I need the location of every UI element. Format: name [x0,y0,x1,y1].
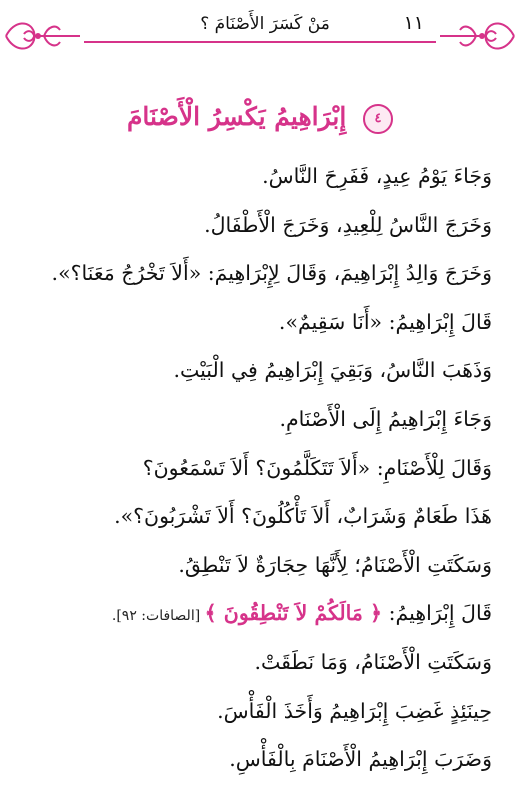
lesson-number-badge: ٤ [363,104,393,134]
quran-line-prefix: قَالَ إِبْرَاهِيمُ: [382,601,492,626]
story-text [22,152,492,784]
text-line: وَقَالَ لِلْأَصْنَامِ: «أَلاَ تَتَكَلَّمُونَ؟ أَلاَ تَسْمَعُونَ؟ [142,455,492,480]
verse-reference: [الصافات: ٩٢]. [111,608,205,625]
page-header [0,0,520,70]
page-number: ١١ [403,12,424,34]
header-divider [84,41,436,43]
quran-verse: ﴿ مَالَكُمْ لاَ تَنْطِقُونَ ﴾ [204,601,383,626]
text-line: وَخَرَجَ النَّاسُ لِلْعِيدِ، وَخَرَجَ الْأَطْفَالُ. [204,212,492,237]
text-line: وَسَكَتَتِ الْأَصْنَامُ؛ لِأَنَّهَا حِجَارَةٌ لاَ تَنْطِقُ. [178,552,492,577]
text-line: وَضَرَبَ إِبْرَاهِيمُ الْأَصْنَامَ بِالْفَأْسِ. [229,747,492,772]
ornament-right-icon [438,10,516,62]
text-line: وَجَاءَ إِبْرَاهِيمُ إِلَى الْأَصْنَامِ. [279,406,492,431]
quran-line [22,589,492,638]
lesson-heading [0,102,520,134]
text-line: وَسَكَتَتِ الْأَصْنَامُ، وَمَا نَطَقَتْ. [254,649,492,674]
text-line: وَخَرَجَ وَالِدُ إِبْرَاهِيمَ، وَقَالَ لِإِبْرَاهِيمَ: «أَلاَ تَخْرُجُ مَعَنَا؟». [51,261,492,286]
text-line: وَجَاءَ يَوْمُ عِيدٍ، فَفَرِحَ النَّاسُ. [262,164,492,188]
text-line: حِينَئِذٍ غَضِبَ إِبْرَاهِيمُ وَأَخَذَ الْفَأْسَ. [217,698,492,723]
text-line: قَالَ إِبْرَاهِيمُ: «أَنَا سَقِيمٌ». [278,309,492,334]
text-line: وَذَهَبَ النَّاسُ، وَبَقِيَ إِبْرَاهِيمُ فِي الْبَيْتِ. [173,358,492,383]
running-title: مَنْ كَسَرَ الأَصْنَامَ ؟ [200,14,330,34]
lesson-title: إِبْرَاهِيمُ يَكْسِرُ الْأَصْنَامَ [126,102,347,131]
text-line: هَذَا طَعَامٌ وَشَرَابٌ، أَلاَ تَأْكُلُونَ؟ أَلاَ تَشْرَبُونَ؟». [114,504,492,529]
ornament-left-icon [4,10,82,62]
